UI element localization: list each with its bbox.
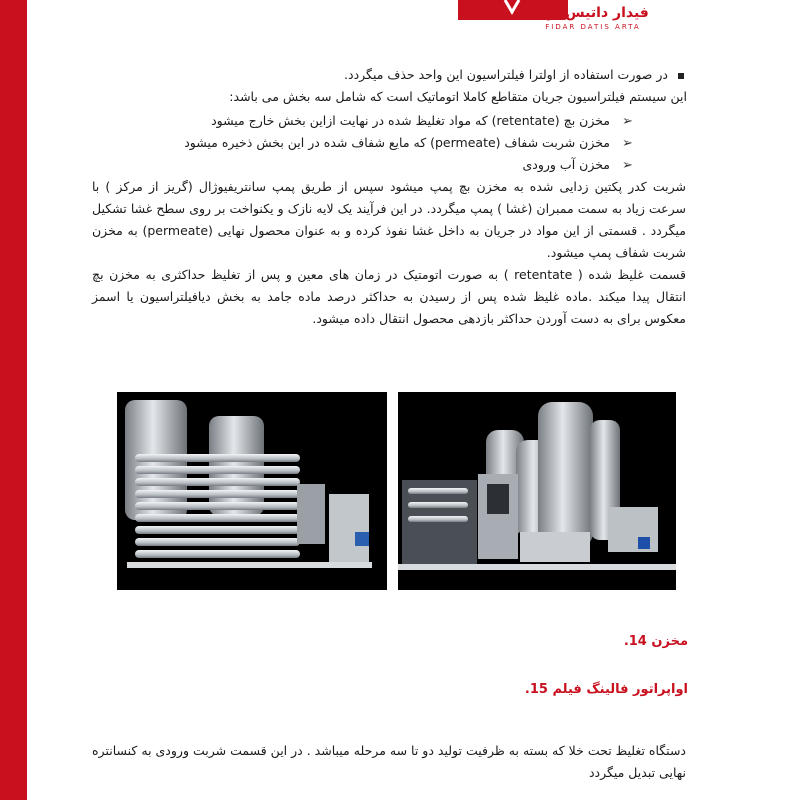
arrow-check-icon: ➢ bbox=[622, 158, 633, 173]
arrow-check-icon: ➢ bbox=[622, 114, 633, 129]
section-heading-tank bbox=[624, 634, 688, 649]
section-title: مخزن bbox=[651, 634, 688, 649]
square-bullet-icon bbox=[678, 73, 684, 79]
section-heading-evaporator bbox=[525, 682, 688, 697]
paragraph-process: شربت کدر پکتین زدایی شده به مخزن بچ پمپ میشود سپس از طریق پمپ سانتریفیوژال (گریز از مرکز ) با سرعت زیاد به سمت ممبران (غشا ) پمپ میگردد. در این فرآیند یک لایه نازک و یکنواخت بر روی سطح غشا تشکیل میگردد . قسمتی از این مواد در جریان به داخل غشا نفوذ کرده و به عنوان محصول نهایی (permeate) به مخزن شربت شفاف پمپ میشود. bbox=[92, 179, 686, 260]
section-number: 14. bbox=[623, 634, 647, 649]
list-item: مخزن شربت شفاف (permeate) که مایع شفاف شده در این بخش ذخیره میشود bbox=[184, 135, 610, 150]
brand-name-fa: فیدار داتیس آرتا bbox=[537, 5, 649, 21]
paragraph-evaporator: دستگاه تغلیظ تحت خلا که بسته به ظرفیت تولید دو تا سه مرحله میباشد . در این قسمت شربت ورودی به کنسانتره نهایی تبدیل میگردد bbox=[92, 743, 686, 780]
arrow-check-icon: ➢ bbox=[622, 136, 633, 151]
page-left-border bbox=[0, 0, 27, 800]
section-number: 15. bbox=[524, 682, 548, 697]
brand-name-en: FIDAR DATIS ARTA bbox=[545, 23, 641, 31]
filtration-unit-photo bbox=[117, 392, 387, 590]
tank-system-photo bbox=[398, 392, 676, 590]
list-item: مخزن بچ (retentate) که مواد تغلیظ شده در نهایت ازاین بخش خارج میشود bbox=[211, 113, 610, 128]
list-item: مخزن آب ورودی bbox=[522, 157, 610, 172]
intro-line: این سیستم فیلتراسیون جریان متقاطع کاملا اتوماتیک است که شامل سه بخش می باشد: bbox=[229, 89, 687, 104]
logo-icon bbox=[502, 0, 526, 18]
section-title: اواپراتور فالینگ فیلم bbox=[552, 682, 688, 697]
intro-bullet-text: در صورت استفاده از اولترا فیلتراسیون این واحد حذف میگردد. bbox=[344, 67, 668, 82]
paragraph-retentate: قسمت غلیظ شده ( retentate ) به صورت اتومتیک در زمان های معین و پس از تغلیظ حداکثری به مخزن بچ انتقال پیدا میکند .ماده غلیظ شده پس از رسیدن به حداکثر درصد ماده جامد به بخش دیافیلتراسیون یا اسمز معکوس برای به دست آوردن حداکثر بازدهی محصول انتقال داده میشود. bbox=[92, 267, 686, 326]
